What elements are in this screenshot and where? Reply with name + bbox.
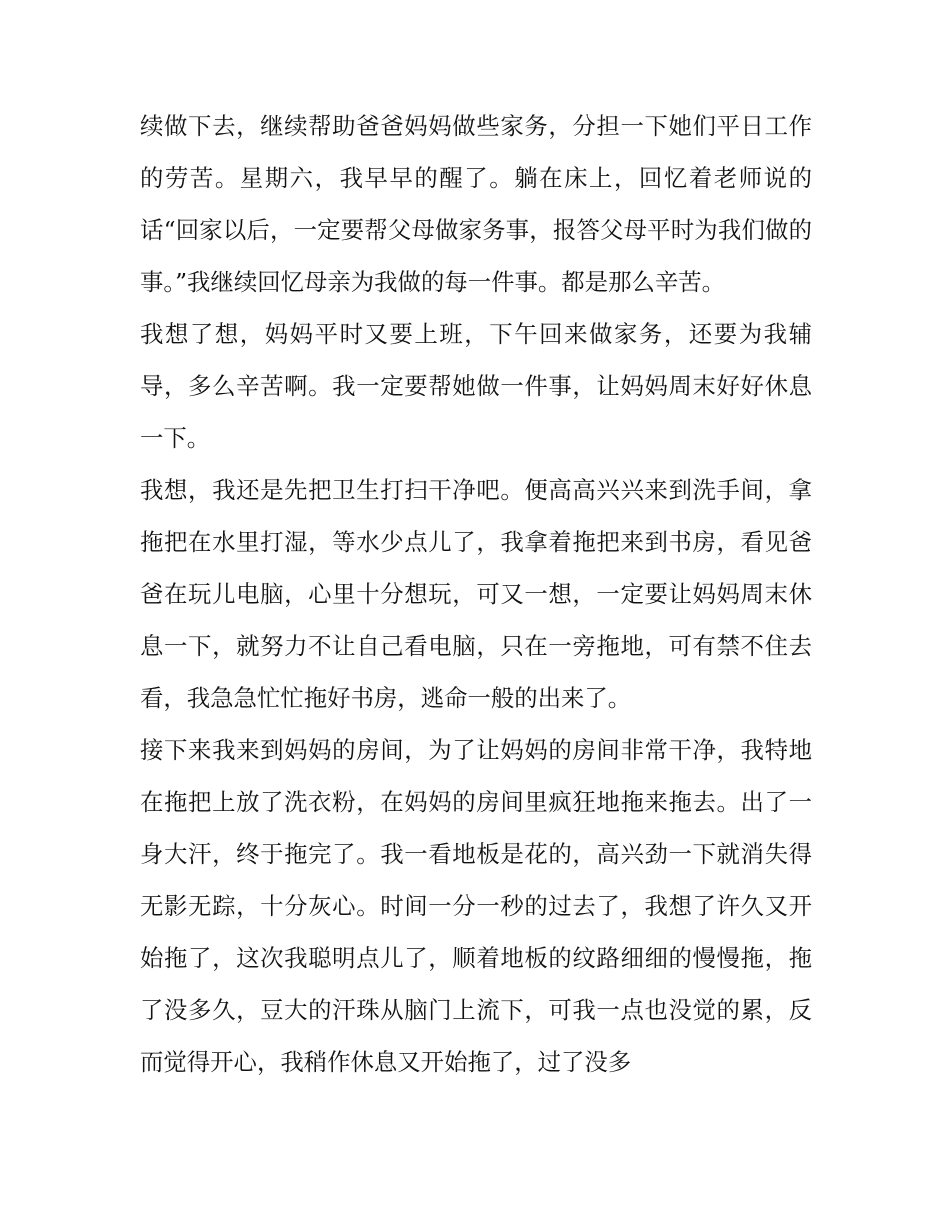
paragraph-2: 我想了想，妈妈平时又要上班，下午回来做家务，还要为我辅导，多么辛苦啊。我一定要帮她做一件事，让妈妈周末好好休息一下。 [140,320,812,452]
paragraph-4: 接下来我来到妈妈的房间，为了让妈妈的房间非常干净，我特地在拖把上放了洗衣粉，在妈妈的房间里疯狂地拖来拖去。出了一身大汗，终于拖完了。我一看地板是花的，高兴劲一下就消失得无影无踪，十分灰心。时间一分一秒的过去了，我想了许久又开始拖了，这次我聪明点儿了，顺着地板的纹路细细的慢慢拖，拖了没多久，豆大的汗珠从脑门上流下，可我一点也没觉的累，反而觉得开心，我稍作休息又开始拖了，过了没多 [140,736,812,1076]
paragraph-3: 我想，我还是先把卫生打扫干净吧。便高高兴兴来到洗手间，拿拖把在水里打湿，等水少点儿了，我拿着拖把来到书房，看见爸爸在玩儿电脑，心里十分想玩，可又一想，一定要让妈妈周末休息一下，就努力不让自己看电脑，只在一旁拖地，可有禁不住去看，我急急忙忙拖好书房，逃命一般的出来了。 [140,476,812,712]
paragraph-1: 续做下去，继续帮助爸爸妈妈做些家务，分担一下她们平日工作的劳苦。星期六，我早早的醒了。躺在床上，回忆着老师说的话“回家以后，一定要帮父母做家务事，报答父母平时为我们做的事。”我继续回忆母亲为我做的每一件事。都是那么辛苦。 [140,112,812,296]
document-body [140,100,812,1088]
